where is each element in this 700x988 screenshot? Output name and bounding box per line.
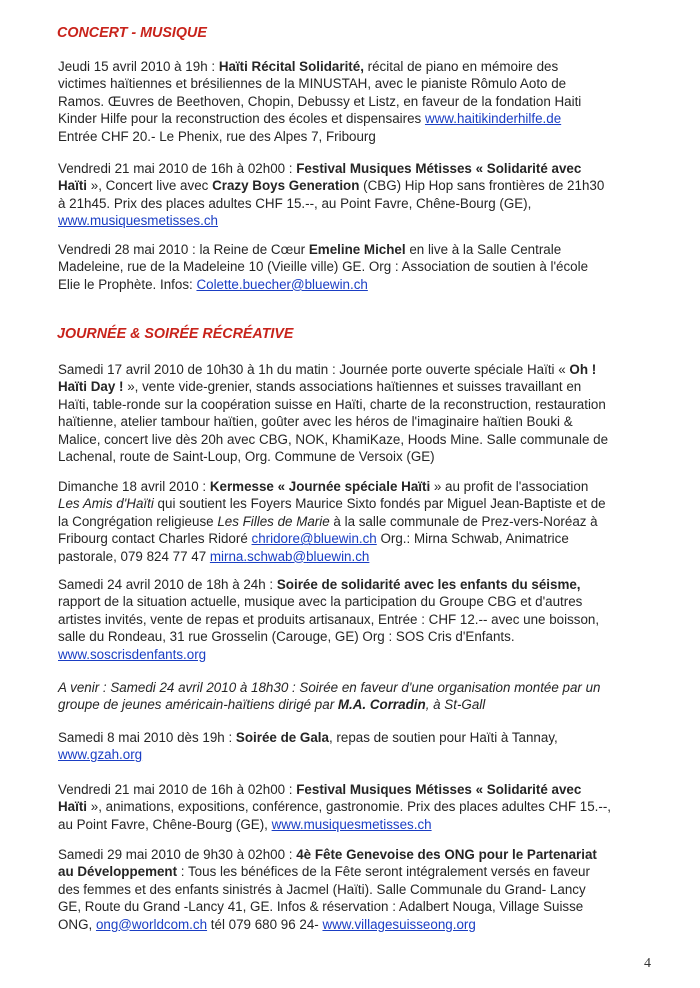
link-haitikinderhilfe[interactable]: www.haitikinderhilfe.de — [424, 111, 562, 127]
link-musiquesmetisses-1[interactable]: www.musiquesmetisses.ch — [58, 213, 218, 229]
event-haiti-recital: Jeudi 15 avril 2010 à 19h : Haïti Récital Solidarité, récital de piano en mémoire des victimes haïtiennes et brésiliennes de la MINUSTAH, avec le pianiste Rômulo Aoto de Ramos. Œuvres de Beethoven, Chopin, Debussy et Listz, en faveur de la fondation Haiti Kinder Hilfe pour la reconstruction des écoles et dispensaires www.haitikinderhilfe.de Entrée CHF 20.- Le Phenix, rue des Alpes 7, Fribourg — [58, 59, 582, 144]
event-festival-musiques-metisses-concert: Vendredi 21 mai 2010 de 16h à 02h00 : Festival Musiques Métisses « Solidarité avec Haïti », Concert live avec Crazy Boys Generation (CBG) Hip Hop sans frontières de 21h30 à 21h45. Prix des places adultes CHF 15.--, au Point Favre, Chêne-Bourg (GE), www.musiquesmetisses.ch — [58, 161, 605, 229]
event-festival-musiques-metisses-journee: Vendredi 21 mai 2010 de 16h à 02h00 : Festival Musiques Métisses « Solidarité avec Haïti », animations, expositions, conférence, gastronomie. Prix des places adultes CHF 15.--, au Point Favre, Chêne-Bourg (GE), www.musiquesmetisses.ch — [58, 782, 612, 832]
event-oh-haiti-day: Samedi 17 avril 2010 de 10h30 à 1h du matin : Journée porte ouverte spéciale Haïti « Oh ! Haïti Day ! », vente vide-grenier, stands associations haïtiennes et suisses travaillant en Haïti, table-ronde sur la coopération suisse en Haïti, charte de la reconstruction, restauration haïtienne, atelier tambour haïtien, goûter avec les héros de l'imaginaire haïtien Bouki & Malice, concert live dès 20h avec CBG, NOK, KhamiKaze, Hoods Mine. Salle communale de Lachenal, route de Saint-Loup, Org. Commune de Versoix (GE) — [58, 362, 609, 464]
link-gzah[interactable]: www.gzah.org — [58, 747, 143, 763]
event-a-venir: A venir : Samedi 24 avril 2010 à 18h30 : Soirée en faveur d'une organisation montée par un groupe de jeunes américain-haïtiens dirigé par M.A. Corradin, à St-Gall — [58, 680, 601, 713]
event-soiree-gala: Samedi 8 mai 2010 dès 19h : Soirée de Gala, repas de soutien pour Haïti à Tannay, www.gzah.org — [58, 730, 558, 763]
link-soscrisdenfants[interactable]: www.soscrisdenfants.org — [58, 646, 207, 662]
event-emeline-michel: Vendredi 28 mai 2010 : la Reine de Cœur Emeline Michel en live à la Salle Centrale Madeleine, rue de la Madeleine 10 (Vieille ville) GE. Org : Association de soutien à l'école Elie le Prophète. Infos: Colette.buecher@bluewin.ch — [58, 242, 589, 292]
event-fete-genevoise-ong: Samedi 29 mai 2010 de 9h30 à 02h00 : 4è Fête Genevoise des ONG pour le Partenariat au Développement : Tous les bénéfices de la Fête seront intégralement versés en faveur des femmes et des enfants sinistrés à Jacmel (Haïti). Salle Communale du Grand- Lancy GE, Route du Grand -Lancy 41, GE. Infos & réservation : Adalbert Nouga, Village Suisse ONG, ong@worldcom.ch tél 079 680 96 24- www.villagesuisseong.org — [58, 847, 597, 932]
link-chridore-email[interactable]: chridore@bluewin.ch — [251, 531, 377, 547]
section-title-concert: CONCERT - MUSIQUE — [57, 25, 207, 41]
link-mirna-email[interactable]: mirna.schwab@bluewin.ch — [209, 548, 370, 564]
page-number: 4 — [644, 956, 651, 971]
section-title-journee: JOURNÉE & SOIRÉE RÉCRÉATIVE — [57, 326, 294, 342]
link-worldcom-email[interactable]: ong@worldcom.ch — [95, 916, 208, 932]
event-soiree-solidarite: Samedi 24 avril 2010 de 18h à 24h : Soirée de solidarité avec les enfants du séisme, rapport de la situation actuelle, musique avec la participation du Groupe CBG et d'autres artistes invités, vente de repas et produits artisanaux, Entrée : CHF 12.-- avec une boisson, salle du Rondeau, 31 rue Grosselin (Carouge, GE) Org : SOS Cris d'Enfants. www.soscrisdenfants.org — [58, 577, 600, 662]
event-kermesse: Dimanche 18 avril 2010 : Kermesse « Journée spéciale Haïti » au profit de l'association Les Amis d'Haïti qui soutient les Foyers Maurice Sixto fondés par Miguel Jean-Baptiste et de la Congrégation religieuse Les Filles de Marie à la salle communale de Prez-vers-Noréaz à Fribourg contact Charles Ridoré chridore@bluewin.ch Org.: Mirna Schwab, Animatrice pastorale, 079 824 77 47 mirna.schwab@bluewin.ch — [58, 479, 606, 564]
link-musiquesmetisses-2[interactable]: www.musiquesmetisses.ch — [271, 816, 432, 832]
link-villagesuisseong[interactable]: www.villagesuisseong.org — [322, 916, 476, 932]
link-colette-email[interactable]: Colette.buecher@bluewin.ch — [196, 276, 368, 292]
